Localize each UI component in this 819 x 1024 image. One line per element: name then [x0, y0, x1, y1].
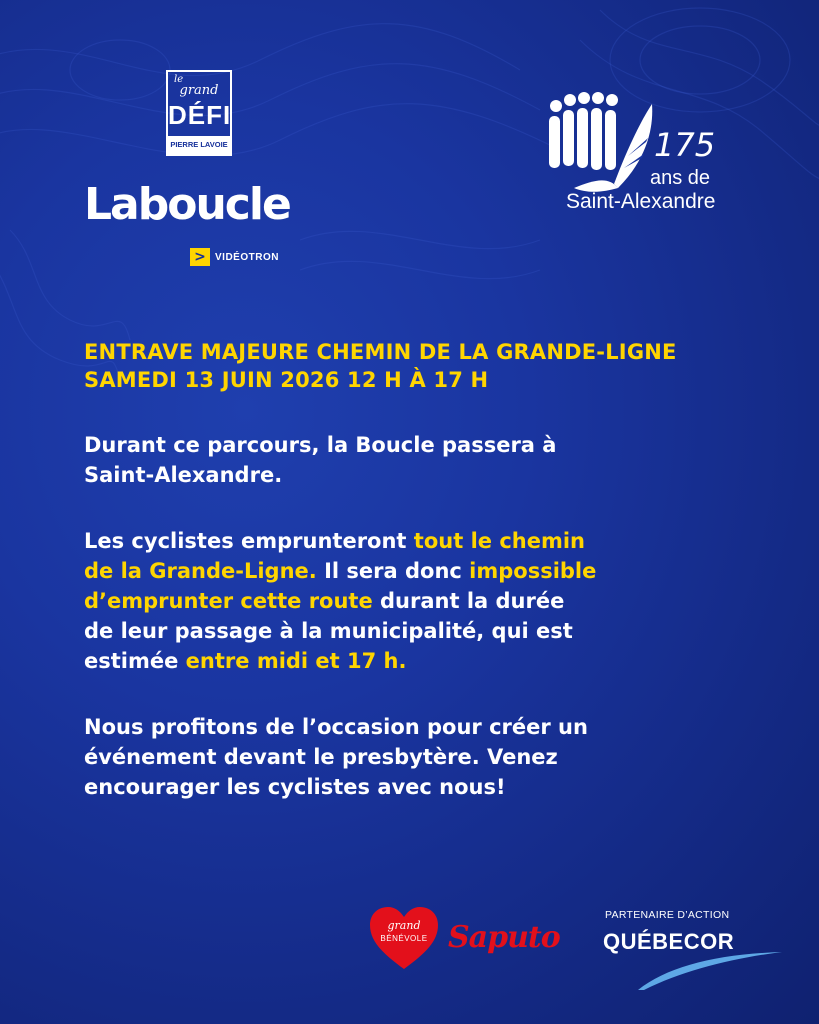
paragraph-event — [84, 712, 588, 802]
paragraph-event-line-1: Nous profitons de l’occasion pour créer un — [84, 715, 588, 739]
announcement-content — [84, 338, 764, 799]
la-boucle-logo — [84, 180, 299, 270]
closure-highlight: de la Grande-Ligne. — [84, 559, 317, 583]
grand-defi-le: le — [174, 74, 184, 85]
closure-highlight: impossible — [469, 559, 597, 583]
closure-text: Il sera donc — [316, 559, 470, 583]
quebecor-swoosh-icon — [638, 946, 782, 990]
paragraph-closure-line-3 — [84, 586, 596, 616]
paragraph-route — [84, 430, 556, 490]
paragraph-closure-line-5 — [84, 646, 596, 676]
figures-leaf-icon — [544, 92, 656, 196]
paragraph-closure — [84, 526, 596, 676]
anniversary-ans-de: ans de — [650, 167, 711, 189]
saint-alexandre-175-logo — [544, 92, 754, 222]
videotron-arrow-icon: > — [190, 248, 210, 266]
videotron-tag — [190, 248, 279, 266]
paragraph-closure-line-4: de leur passage à la municipalité, qui est — [84, 619, 573, 643]
paragraph-route-line-1: Durant ce parcours, la Boucle passera à — [84, 433, 557, 457]
paragraph-closure-line-2 — [84, 556, 596, 586]
paragraph-closure-line-1 — [84, 526, 596, 556]
quebecor-logo: QUÉBECOR — [603, 929, 735, 954]
videotron-label: VIDÉOTRON — [215, 251, 279, 263]
paragraph-event-line-3: encourager les cyclistes avec nous! — [84, 775, 506, 799]
paragraph-event-line-2: événement devant le presbytère. Venez — [84, 745, 558, 769]
anniversary-number: 175 — [654, 126, 716, 164]
grand-defi-defi: DÉFI — [168, 100, 232, 130]
grand-defi-pierre-lavoie: PIERRE LAVOIE — [168, 136, 230, 154]
closure-highlight: d’emprunter cette route — [84, 589, 373, 613]
grand-defi-grand: grand — [179, 83, 219, 98]
paragraph-route-line-2: Saint-Alexandre. — [84, 463, 283, 487]
saputo-logo: Saputo — [448, 920, 560, 955]
headline-line-2: SAMEDI 13 JUIN 2026 12 H À 17 H — [84, 368, 489, 392]
partenaire-label: PARTENAIRE D’ACTION — [605, 909, 730, 921]
grand-benevole-grand: grand — [387, 919, 421, 932]
announcement-headline — [84, 338, 764, 394]
anniversary-municipality: Saint-Alexandre — [566, 190, 716, 213]
closure-text: durant la durée — [372, 589, 565, 613]
la-boucle-wordmark: Laboucle — [84, 179, 290, 230]
grand-defi-logo — [166, 70, 232, 156]
closure-highlight: tout le chemin — [413, 529, 585, 553]
grand-benevole-benevole: BÉNÉVOLE — [380, 934, 428, 943]
grand-benevole-logo — [368, 905, 440, 971]
closure-text: Les cyclistes emprunteront — [84, 529, 414, 553]
closure-highlight: entre midi et 17 h. — [185, 649, 407, 673]
closure-text: estimée — [84, 649, 186, 673]
headline-line-1: ENTRAVE MAJEURE CHEMIN DE LA GRANDE-LIGNE — [84, 340, 677, 364]
